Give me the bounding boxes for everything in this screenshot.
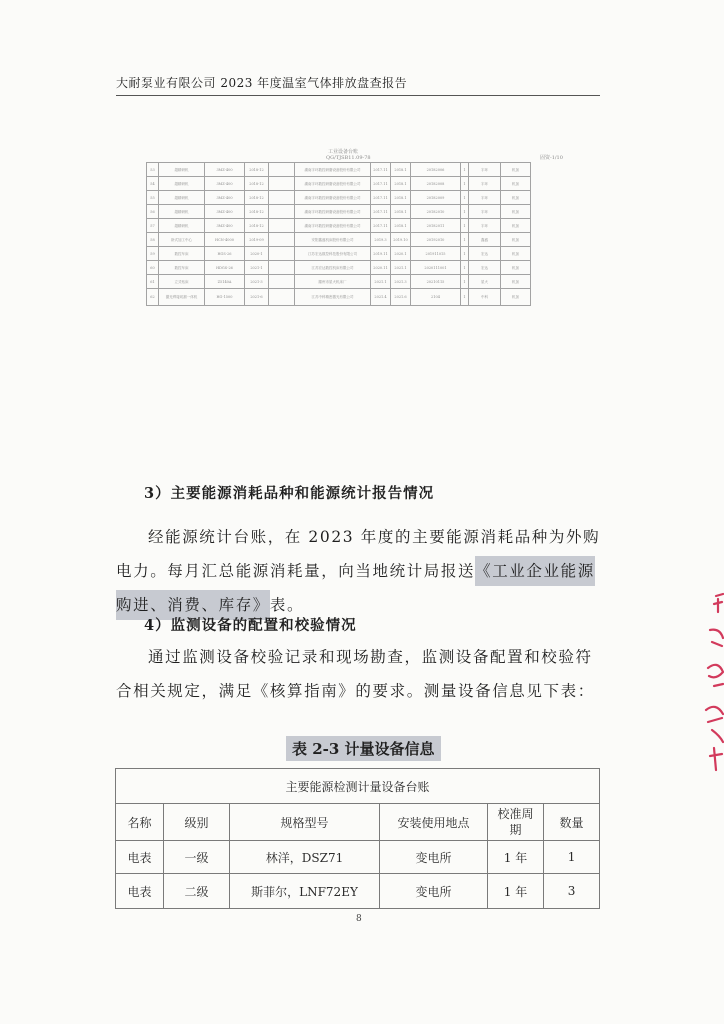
ledger-cell: 2019.3 — [371, 233, 391, 247]
ledger-row — [147, 205, 531, 219]
ledger-cell: 鑫盛 — [469, 233, 501, 247]
ledger-cell: 2021.1 — [371, 275, 391, 289]
ledger-cell: 2104 — [411, 289, 461, 306]
highlighted-report-name: 《工业企业能源购进、消费、库存》 — [116, 556, 595, 620]
ledger-code: QG/TJSB11.09-78 — [326, 155, 371, 161]
ledger-cell: 20182009 — [411, 191, 461, 205]
ledger-cell: 2020.1 — [391, 247, 411, 261]
ledger-cell: 2020.11 — [371, 261, 391, 275]
ledger-cell — [269, 247, 295, 261]
ledger-cell — [269, 177, 295, 191]
table-cell: 电表 — [116, 874, 164, 909]
ledger-cell: 数控车床 — [159, 247, 205, 261]
header-cell: 校准周期 — [488, 804, 544, 841]
ledger-cell: 2018.1 — [391, 163, 411, 177]
ledger-cell: 湖南宇环数控研磨设备股份有限公司 — [295, 205, 371, 219]
ledger-cell: 2018-12 — [245, 219, 269, 233]
ledger-cell: 机加 — [501, 275, 531, 289]
ledger-cell: 星火 — [469, 275, 501, 289]
ledger-cell — [269, 163, 295, 177]
ledger-cell: 58 — [147, 233, 159, 247]
ledger-cell: 56 — [147, 205, 159, 219]
table-cell: 1 — [544, 841, 600, 874]
page-header: 大耐泵业有限公司 2023 年度温室气体排放盘查报告 — [116, 74, 600, 96]
ledger-cell: 2021.3 — [391, 275, 411, 289]
ledger-cell: 1 — [461, 233, 469, 247]
ledger-cell — [269, 261, 295, 275]
ledger-cell: 2020111001 — [411, 261, 461, 275]
ledger-cell: 2018.1 — [391, 205, 411, 219]
ledger-cell — [269, 275, 295, 289]
ledger-cell — [269, 191, 295, 205]
section-3-paragraph — [116, 520, 602, 622]
ledger-row — [147, 163, 531, 177]
ledger-cell: 2020-1 — [245, 247, 269, 261]
ledger-cell: 立式钻床 — [159, 275, 205, 289]
ledger-cell: 20192010 — [411, 233, 461, 247]
ledger-row — [147, 261, 531, 275]
ledger-cell: 2018-12 — [245, 205, 269, 219]
table-cell: 一级 — [164, 841, 230, 874]
ledger-cell: 2021-6 — [245, 289, 269, 306]
ledger-row — [147, 275, 531, 289]
ledger-cell: 机加 — [501, 205, 531, 219]
table-cell: 斯菲尔，LNF72EY — [230, 874, 380, 909]
ledger-cell: 宇环 — [469, 219, 501, 233]
ledger-cell: 1 — [461, 191, 469, 205]
ledger-cell: 1 — [461, 289, 469, 306]
ledger-cell: 2021-3 — [245, 275, 269, 289]
ledger-cell: 激光焊接切割一体机 — [159, 289, 205, 306]
ledger-cell: HGS-26 — [205, 247, 245, 261]
ledger-cell: 201911015 — [411, 247, 461, 261]
ledger-cell: 超精研机 — [159, 177, 205, 191]
ledger-cell: 宏达 — [469, 261, 501, 275]
ledger-cell: 2021.6 — [391, 289, 411, 306]
section-4-paragraph: 通过监测设备校验记录和现场勘查，监测设备配置和校验符合相关规定，满足《核算指南》的要求。测量设备信息见下表： — [116, 648, 595, 700]
ledger-cell: 宇环 — [469, 191, 501, 205]
ledger-cell: 54 — [147, 177, 159, 191]
meter-table-title: 主要能源检测计量设备台账 — [116, 769, 600, 804]
ledger-cell: 中科 — [469, 289, 501, 306]
ledger-cell: 机加 — [501, 247, 531, 261]
ledger-cell — [269, 289, 295, 306]
ledger-cell: 机加 — [501, 163, 531, 177]
ledger-cell: 宇环 — [469, 163, 501, 177]
ledger-cell: 宇环 — [469, 177, 501, 191]
section-3-heading: 3）主要能源消耗品种和能源统计报告情况 — [144, 485, 435, 502]
ledger-cell: 2021.4 — [371, 289, 391, 306]
ledger-cell: 2021-1 — [245, 261, 269, 275]
ledger-row — [147, 219, 531, 233]
ledger-cell: 53 — [147, 163, 159, 177]
ledger-cell: Z5140A — [205, 275, 245, 289]
ledger-cell: 滕州市星火机床厂 — [295, 275, 371, 289]
ledger-cell — [269, 205, 295, 219]
ledger-cell: 1 — [461, 205, 469, 219]
ledger-cell: 1 — [461, 177, 469, 191]
table-cell: 变电所 — [380, 841, 488, 874]
ledger-cell: 2018.1 — [391, 191, 411, 205]
ledger-cell: 2019.11 — [371, 247, 391, 261]
ledger-cell: 3MZ-400 — [205, 219, 245, 233]
ledger-cell: HCN-4000 — [205, 233, 245, 247]
ledger-cell: 2017.11 — [371, 191, 391, 205]
ledger-cell: 2018-12 — [245, 191, 269, 205]
ledger-cell: 20182006 — [411, 163, 461, 177]
ledger-cell: 机加 — [501, 289, 531, 306]
ledger-cell: 湖南宇环数控研磨设备股份有限公司 — [295, 219, 371, 233]
ledger-title: 工业设备台账 — [328, 149, 359, 155]
ledger-cell: 江苏宏达数控科技股份有限公司 — [295, 247, 371, 261]
ledger-cell: 2017.11 — [371, 177, 391, 191]
ledger-row — [147, 191, 531, 205]
ledger-cell: 湖南宇环数控研磨设备股份有限公司 — [295, 163, 371, 177]
ledger-cell: 湖南宇环数控研磨设备股份有限公司 — [295, 191, 371, 205]
table-cell: 3 — [544, 874, 600, 909]
ledger-cell: 超精研机 — [159, 191, 205, 205]
ledger-cell: 2021.1 — [391, 261, 411, 275]
ledger-cell: 3MZ-400 — [205, 177, 245, 191]
ledger-cell: 20210115 — [411, 275, 461, 289]
ledger-cell: 55 — [147, 191, 159, 205]
ledger-cell: 数控车床 — [159, 261, 205, 275]
section-4-heading: 4）监测设备的配置和校验情况 — [144, 617, 357, 634]
seal-stamp — [700, 590, 724, 780]
ledger-cell — [269, 219, 295, 233]
ledger-cell: 20182010 — [411, 205, 461, 219]
header-cell: 安装使用地点 — [380, 804, 488, 841]
page-number: 8 — [356, 914, 362, 924]
section-3-text-end: 表。 — [269, 596, 305, 614]
ledger-cell: 江苏中科精密激光有限公司 — [295, 289, 371, 306]
ledger-cell — [269, 233, 295, 247]
table-cell: 二级 — [164, 874, 230, 909]
ledger-row — [147, 247, 531, 261]
ledger-cell: 62 — [147, 289, 159, 306]
ledger-cell: 机加 — [501, 191, 531, 205]
ledger-cell: 宏达 — [469, 247, 501, 261]
header-cell: 数量 — [544, 804, 600, 841]
ledger-cell: 20182008 — [411, 177, 461, 191]
table-cell: 林洋，DSZ71 — [230, 841, 380, 874]
header-cell: 规格型号 — [230, 804, 380, 841]
ledger-cell: 1 — [461, 261, 469, 275]
ledger-cell: 2018.1 — [391, 219, 411, 233]
ledger-cell: 57 — [147, 219, 159, 233]
ledger-cell: 2019-09 — [245, 233, 269, 247]
table-cell: 电表 — [116, 841, 164, 874]
ledger-cell: HDGS-26 — [205, 261, 245, 275]
ledger-cell: 机加 — [501, 219, 531, 233]
ledger-cell: 1 — [461, 275, 469, 289]
ledger-cell: 1 — [461, 247, 469, 261]
ledger-cell: 2017.11 — [371, 163, 391, 177]
ledger-cell: 2018-12 — [245, 177, 269, 191]
ledger-cell: 机加 — [501, 177, 531, 191]
ledger-cell: 3MZ-400 — [205, 191, 245, 205]
ledger-cell: 江苏宏达数控机床有限公司 — [295, 261, 371, 275]
ledger-cell: HG-1500 — [205, 289, 245, 306]
ledger-cell: 1 — [461, 163, 469, 177]
ledger-sheet-number: 固资-1/10 — [540, 155, 563, 161]
ledger-table — [146, 162, 531, 306]
ledger-cell: 安阳鑫盛机床股份有限公司 — [295, 233, 371, 247]
ledger-row — [147, 233, 531, 247]
ledger-cell: 2017.11 — [371, 219, 391, 233]
ledger-cell: 61 — [147, 275, 159, 289]
ledger-cell: 超精研机 — [159, 205, 205, 219]
header-cell: 名称 — [116, 804, 164, 841]
ledger-cell: 1 — [461, 219, 469, 233]
ledger-row — [147, 177, 531, 191]
ledger-cell: 59 — [147, 247, 159, 261]
ledger-cell: 超精研机 — [159, 219, 205, 233]
ledger-cell: 湖南宇环数控研磨设备股份有限公司 — [295, 177, 371, 191]
table-cell: 1 年 — [488, 841, 544, 874]
ledger-cell: 60 — [147, 261, 159, 275]
ledger-cell: 卧式加工中心 — [159, 233, 205, 247]
ledger-cell: 3MZ-400 — [205, 205, 245, 219]
ledger-cell: 超精研机 — [159, 163, 205, 177]
ledger-cell: 2017.11 — [371, 205, 391, 219]
ledger-cell: 2018.1 — [391, 177, 411, 191]
ledger-row — [147, 289, 531, 306]
table-cell: 1 年 — [488, 874, 544, 909]
table-cell: 变电所 — [380, 874, 488, 909]
ledger-cell: 宇环 — [469, 205, 501, 219]
ledger-cell: 3MZ-400 — [205, 163, 245, 177]
equipment-ledger-scan — [146, 148, 566, 308]
ledger-cell: 机加 — [501, 261, 531, 275]
section-3-text: 经能源统计台账，在 2023 年度的主要能源消耗品种为外购电力。每月汇总能源消耗量，向当地统计局报送 — [116, 528, 601, 580]
table-caption: 表 2-3 计量设备信息 — [286, 736, 441, 761]
ledger-cell: 2019.10 — [391, 233, 411, 247]
ledger-cell: 2018-12 — [245, 163, 269, 177]
header-cell: 级别 — [164, 804, 230, 841]
ledger-cell: 机加 — [501, 233, 531, 247]
meter-equipment-table — [115, 768, 600, 909]
ledger-cell: 20182011 — [411, 219, 461, 233]
